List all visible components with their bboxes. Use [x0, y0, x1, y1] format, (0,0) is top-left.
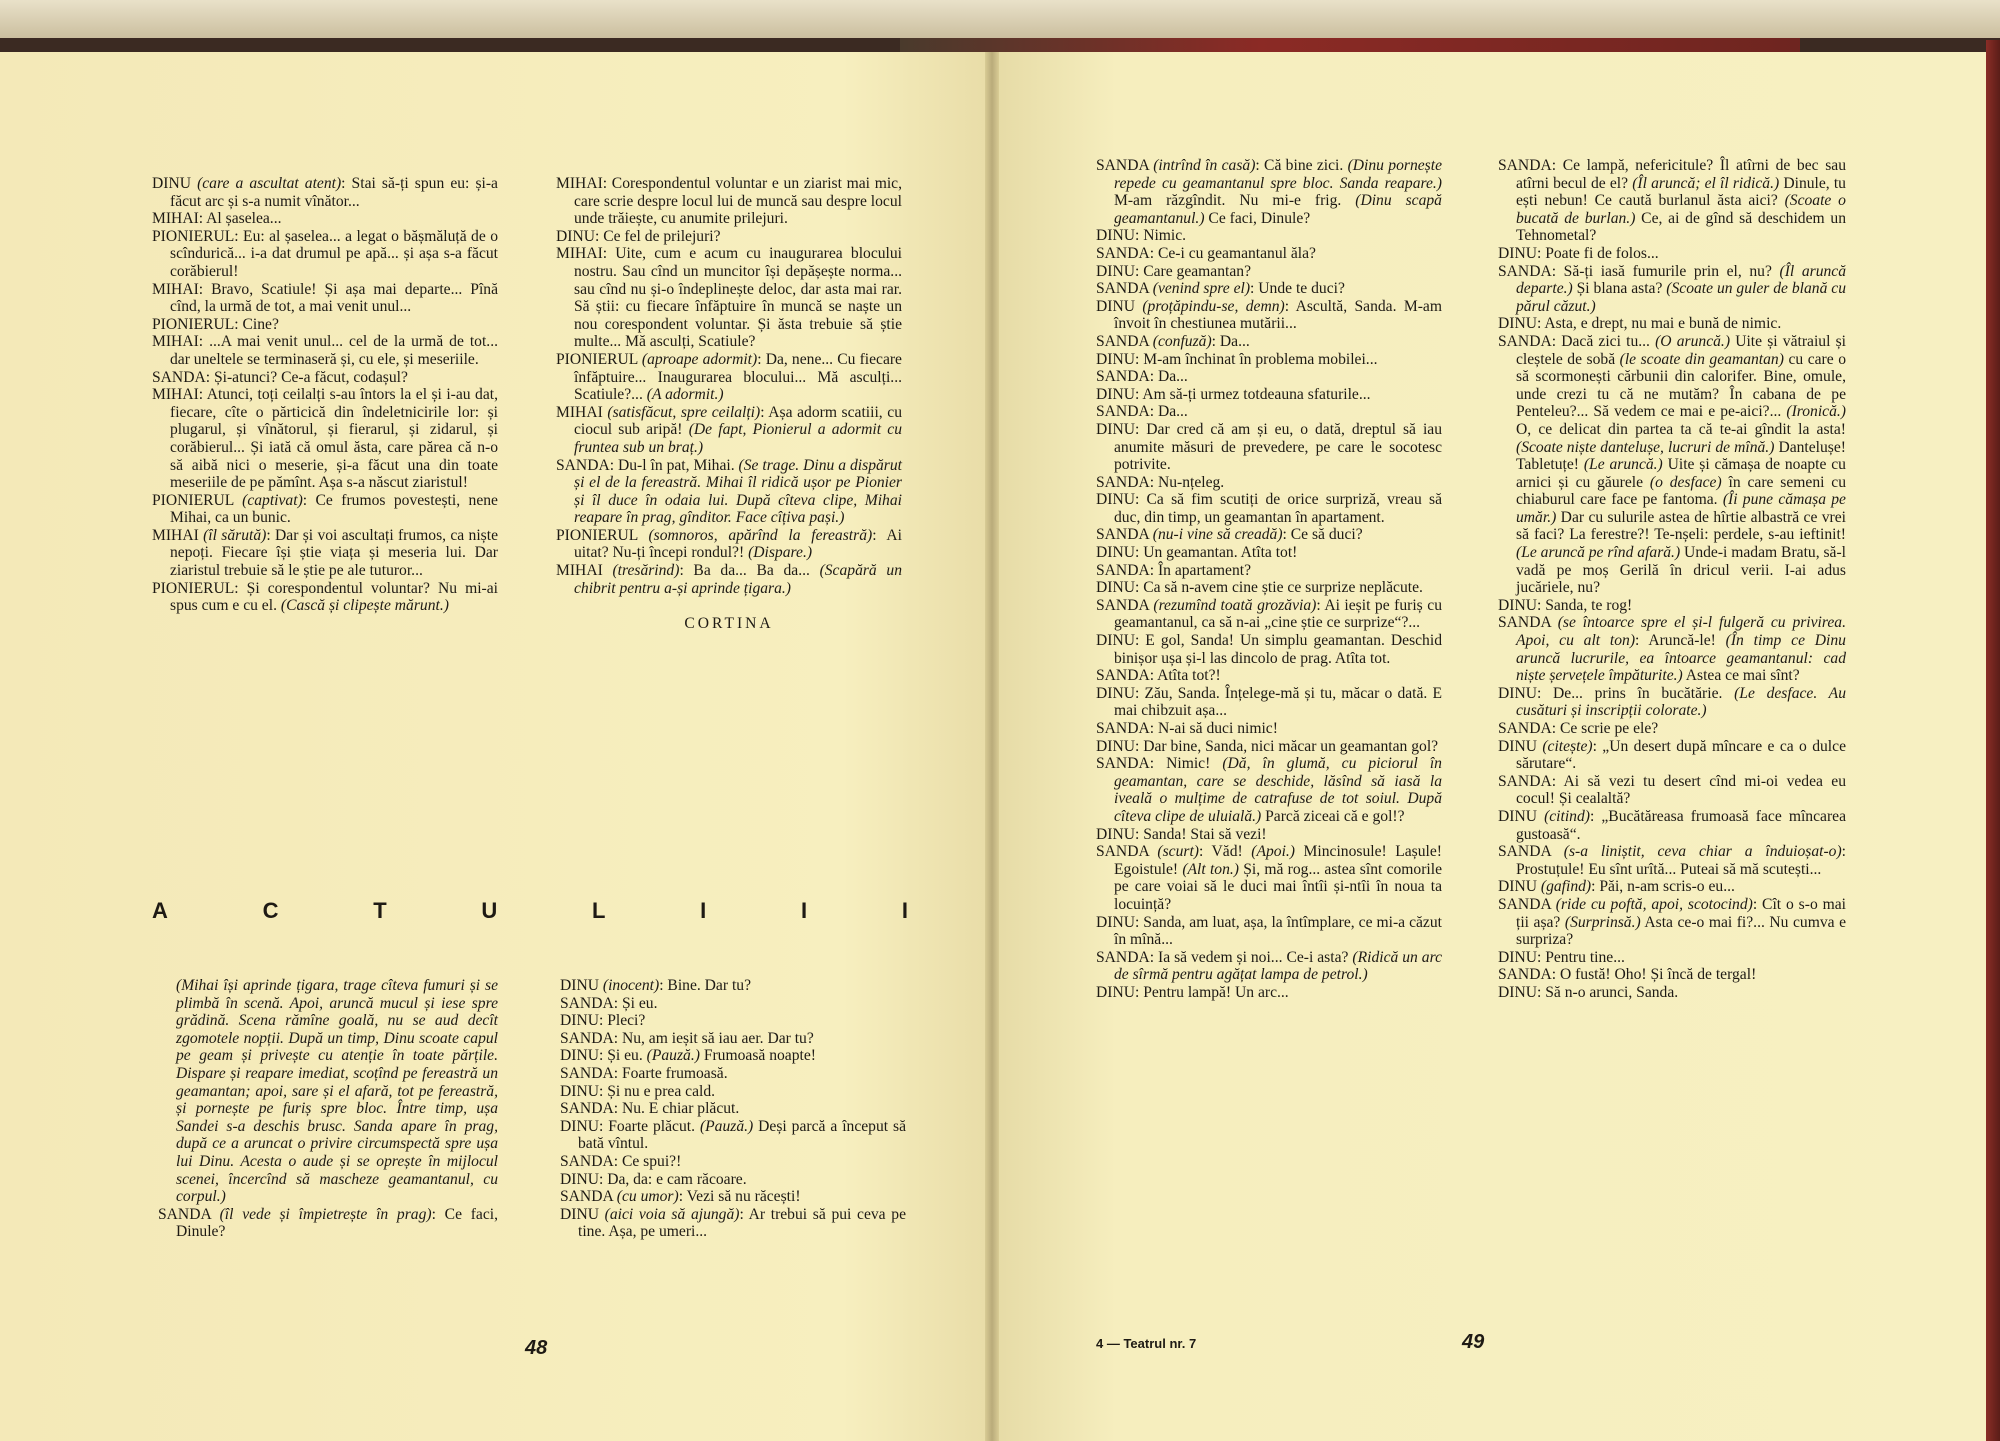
dialogue-line: SANDA: Nu, am ieșit să iau aer. Dar tu?: [560, 1029, 814, 1047]
dialogue-line: DINU: Pentru lampă! Un arc...: [1096, 983, 1289, 1001]
dialogue-line: SANDA: Ce-i cu geamantanul ăla?: [1096, 244, 1316, 262]
dialogue-line: DINU: Asta, e drept, nu mai e bună de nimic.: [1498, 315, 1782, 333]
dialogue-line: DINU: Și eu. (Pauză.) Frumoasă noapte!: [560, 1047, 816, 1065]
dialogue-line: SANDA (confuză): Da...: [1096, 332, 1250, 350]
dialogue-line: DINU (care a ascultat atent): Stai să-ți spun eu: și-a făcut arc și s-a numit vînător...: [152, 175, 498, 210]
dialogue-line: MIHAI: Bravo, Scatiule! Și așa mai departe... Pînă cînd, la urmă de tot, a mai venit unul...: [152, 280, 498, 316]
dialogue-line: PIONIERUL: Cine?: [152, 315, 279, 333]
dialogue-line: SANDA (rezumînd toată grozăvia): Ai ieșit pe furiș cu geamantanul, ca să n-ai „cine știe ce surprize“?...: [1096, 596, 1442, 632]
dialogue-line: SANDA: Atîta tot?!: [1096, 667, 1221, 685]
dialogue-line: MIHAI (îl sărută): Dar și voi ascultați frumos, ca niște nepoți. Fiecare își știe viața și meseria lui. Dar ziaristul trebuie să le știe pe ale tuturor...: [152, 526, 499, 580]
dialogue-line: SANDA: Ce scrie pe ele?: [1498, 720, 1659, 737]
dialogue-line: DINU: Am să-ți urmez totdeauna sfaturile...: [1096, 385, 1371, 403]
dialogue-line: DINU: Pleci?: [560, 1012, 646, 1030]
dialogue-line: DINU: E gol, Sanda! Un simplu geamantan. Deschid binișor ușa și-l las dincolo de prag. Atîta tot.: [1096, 632, 1442, 667]
dialogue-line: DINU: Să n-o arunci, Sanda.: [1498, 983, 1679, 1001]
dialogue-line: DINU: Da, da: e cam răcoare.: [560, 1170, 747, 1188]
dialogue-line: MIHAI (tresărind): Ba da... Ba da... (Scapără un chibrit pentru a-și aprinde țigara.): [556, 562, 902, 597]
dialogue-line: DINU: Dar bine, Sanda, nici măcar un geamantan gol?: [1096, 737, 1439, 755]
dialogue-line: SANDA: Ia să vedem și noi... Ce-i asta? (Ridică un arc de sîrmă pentru agățat lampa de petrol.): [1096, 948, 1442, 984]
dialogue-line: MIHAI: Atunci, toți ceilalți s-au întors la el și i-au dat, fiecare, cîte o părticică din îndeletnicirile lor: și plugarul, și vînătorul, și fierarul, și zidarul, și corăbierul... Și iată că omul ăsta, care părea că n-o să aibă nici o meserie, și-a făcut una din toate meseriile de pe pămînt. Așa s-a născut ziaristul!: [152, 386, 498, 492]
dialogue-line: SANDA (îl vede și împietrește în prag): Ce faci, Dinule?: [158, 1205, 498, 1241]
dialogue-line: MIHAI (satisfăcut, spre ceilalți): Așa adorm scatiii, cu ciocul sub aripă! (De fapt, Pionierul a adormit cu fruntea sub un braț.): [556, 403, 902, 456]
dialogue-line: PIONIERUL (aproape adormit): Da, nene... Cu fiecare înfăptuire... Inaugurarea blocului... Mă asculți... Scatiule?... (A adormit.): [556, 350, 902, 404]
dialogue-line: SANDA: Nimic! (Dă, în glumă, cu piciorul în geamantan, care se deschide, lăsînd să iasă la iveală o mulțime de catrafuse de tot soiul. După cîteva clipe de uluială.) Parcă ziceai că e gol!?: [1096, 755, 1442, 825]
dialogue-line: DINU (citind): „Bucătăreasa frumoasă face mîncarea gustoasă“.: [1498, 807, 1846, 843]
dialogue-line: PIONIERUL: Eu: al șaselea... a legat o bășmăluță de o scîndurică... i-a dat drumul pe apă... și așa s-a făcut corăbierul!: [152, 227, 498, 280]
dialogue-line: SANDA (se întoarce spre el și-l fulgeră cu privirea. Apoi, cu alt ton): Aruncă-le! (În timp ce Dinu aruncă lucrurile, ea întoarce geamantanul: cad niște șervețele împăturite.) Astea ce mai sînt?: [1498, 614, 1846, 685]
dialogue-line: DINU: Sanda! Stai să vezi!: [1096, 825, 1267, 843]
dialogue-line: DINU: Ca să fim scutiți de orice surpriză, vreau să duc, din timp, un geamantan în apartament.: [1096, 491, 1442, 526]
dialogue-line: SANDA: Da...: [1096, 368, 1188, 386]
dialogue-line: DINU: Foarte plăcut. (Pauză.) Deși parcă a început să bată vîntul.: [560, 1117, 907, 1153]
dialogue-line: SANDA: Ce lampă, nefericitule? Îl atîrni de bec sau atîrni becul de el? (Îl aruncă; el îl ridică.) Dinule, tu ești nebun! Ce caută burlanul ăsta aici? (Scoate o bucată de burlan.) Ce, ai de gînd să deschidem un Tehnometal?: [1498, 157, 1846, 245]
left-column-2-bottom: [560, 977, 906, 1241]
page-footer: 4 — Teatrul nr. 7: [1096, 1336, 1197, 1351]
dialogue-line: SANDA: Foarte frumoasă.: [560, 1064, 728, 1082]
dialogue-line: SANDA (scurt): Văd! (Apoi.) Mincinosule! Lașule! Egoistule! (Alt ton.) Și, mă rog... astea sînt comorile pe care voiai să le duci mai întîi și-ntîi în noua ta locuință?: [1096, 843, 1442, 913]
left-column-1-top: [152, 175, 498, 615]
left-column-2-top: [556, 175, 902, 633]
act-title: [152, 898, 908, 924]
dialogue-line: DINU: Pentru tine...: [1498, 948, 1625, 966]
book-gutter: [985, 52, 999, 1441]
dialogue-line: DINU: De... prins în bucătărie. (Le desface. Au cusături și inscripții colorate.): [1498, 684, 1846, 720]
dialogue-line: DINU: Și nu e prea cald.: [560, 1082, 716, 1100]
dialogue-line: DINU: M-am închinat în problema mobilei...: [1096, 350, 1378, 368]
dialogue-line: DINU (citește): „Un desert după mîncare e ca o dulce sărutare“.: [1498, 737, 1846, 773]
dialogue-line: PIONIERUL (captivat): Ce frumos povestești, nene Mihai, ca un bunic.: [152, 491, 498, 527]
dialogue-line: PIONIERUL (somnoros, apărînd la fereastră): Ai uitat? Nu-ți începi rondul?! (Dispare.): [556, 526, 902, 562]
dialogue-line: SANDA: Și-atunci? Ce-a făcut, codașul?: [152, 368, 408, 386]
dialogue-line: MIHAI: Corespondentul voluntar e un ziarist mai mic, care scrie despre locul lui de muncă sau despre locul unde trăiește, cu anumite prilejuri.: [556, 175, 902, 228]
right-column-2: [1498, 157, 1846, 1002]
act-title-letter: U: [481, 898, 498, 923]
dialogue-line: DINU: Ce fel de prilejuri?: [556, 227, 721, 245]
binding-strip: [900, 38, 1800, 52]
act-title-letter: T: [373, 898, 387, 923]
dialogue-line: DINU (aici voia să ajungă): Ar trebui să pui ceva pe tine. Așa, pe umeri...: [560, 1205, 906, 1241]
dialogue-line: SANDA (cu umor): Vezi să nu răcești!: [560, 1188, 801, 1206]
dialogue-line: SANDA: O fustă! Oho! Și încă de tergal!: [1498, 966, 1757, 984]
dialogue-line: SANDA: Ce spui?!: [560, 1152, 682, 1170]
dialogue-line: SANDA (venind spre el): Unde te duci?: [1096, 280, 1345, 298]
cover-right-edge: [1986, 40, 2000, 1441]
dialogue-line: SANDA: Nu. E chiar plăcut.: [560, 1100, 740, 1118]
curtain-line: CORTINA: [684, 615, 774, 633]
act-title-letter: C: [262, 898, 279, 923]
dialogue-line: SANDA (intrînd în casă): Că bine zici. (Dinu pornește repede cu geamantanul spre bloc. Sanda reapare.) M-am răzgîndit. Nu mi-e frig. (Dinu scapă geamantanul.) Ce faci, Dinule?: [1096, 157, 1442, 227]
dialogue-line: SANDA: În apartament?: [1096, 561, 1252, 579]
dialogue-line: SANDA: Du-l în pat, Mihai. (Se trage. Dinu a dispărut și el de la fereastră. Mihai îl ridică ușor pe Pionier și îl duce în odaia lui. După cîteva clipe, Mihai reapare în prag, gînditor. Face cîțiva pași.): [556, 456, 902, 527]
right-column-1: [1096, 157, 1442, 1002]
page-number-left: 48: [525, 1337, 548, 1359]
dialogue-line: MIHAI: ...A mai venit unul... cel de la urmă de tot... dar uneltele se terminaseră și, cu ele, și meseriile.: [152, 333, 498, 368]
act-title-letter: I: [801, 898, 808, 923]
cover-edge: [0, 0, 2000, 38]
dialogue-line: DINU: Dar cred că am și eu, o dată, dreptul să iau anumite măsuri de prevedere, pe care le socotesc potrivite.: [1096, 420, 1442, 474]
dialogue-line: DINU: Ca să n-avem cine știe ce surprize neplăcute.: [1096, 579, 1423, 597]
dialogue-line: SANDA: Să-ți iasă fumurile prin el, nu? (Îl aruncă departe.) Și blana asta? (Scoate un guler de blană cu părul căzut.): [1498, 262, 1847, 315]
dialogue-line: SANDA: Și eu.: [560, 994, 658, 1012]
dialogue-line: PIONIERUL: Și corespondentul voluntar? Nu mi-ai spus cum e cu el. (Cască și clipește mărunt.): [152, 579, 498, 615]
dialogue-line: SANDA: Dacă zici tu... (O aruncă.) Uite și vătraiul și cleștele de sobă (le scoate din geamantan) cu care o să scormonești cărbunii din calorifer. Bine, omule, unde crezi tu că ne mutăm? În cabana de pe Penteleu?... Să vedem ce mai e pe-aici?... (Ironică.) O, ce delicat din partea ta că te-ai gîndit la asta! (Scoate niște dantelușe, lucruri de mînă.) Dantelușe! Tabletuțe! (Le aruncă.) Uite și cămașa de noapte cu arnici și cu găurele (o desface) în care semeni cu chiaburul care face pe fantoma. (Îi pune cămașa pe umăr.) Dar cu sulurile astea de hîrtie albastră ce vrei să faci? La ferestre?! Te-nșeli: perdele, s-au ieftinit! (Le aruncă pe rînd afară.) Unde-i madam Bratu, să-l vadă pe moș Gerilă în dricul verii. I-ai adus jucăriele, nu?: [1498, 332, 1847, 597]
stage-direction: (Mihai își aprinde țigara, trage cîteva fumuri și se plimbă în scenă. Apoi, aruncă mucul și iese spre grădină. Scena rămîne goală, nu se aud decît zgomotele nopții. După un timp, Dinu scoate capul pe geam și privește cu atenție în toate părțile. Dispare și reapare imediat, scoțînd pe fereastră un geamantan; apoi, sare și el afară, tot pe fereastră, și pornește pe furiș spre bloc. Între timp, ușa Sandei s-a deschis brusc. Sanda apare în prag, după ce a aruncat o privire circumspectă spre ușa lui Dinu. Acesta o aude și se oprește în mijlocul scenei, încercînd să mascheze geamantanul, cu corpul.): [176, 977, 498, 1206]
left-column-1-bottom: [158, 977, 498, 1241]
act-title-letter: I: [700, 898, 707, 923]
dialogue-line: DINU: Un geamantan. Atîta tot!: [1096, 544, 1298, 562]
dialogue-line: DINU: Poate fi de folos...: [1498, 244, 1659, 262]
dialogue-line: DINU (gafind): Păi, n-am scris-o eu...: [1498, 878, 1735, 896]
dialogue-line: DINU (inocent): Bine. Dar tu?: [560, 977, 751, 994]
dialogue-line: DINU (proțăpindu-se, demn): Ascultă, Sanda. M-am învoit în chestiunea mutării...: [1096, 297, 1442, 333]
dialogue-line: SANDA (ride cu poftă, apoi, scotocind): Cît o s-o mai ții așa? (Surprinsă.) Asta ce-o mai fi?... Nu cumva e surpriza?: [1498, 895, 1847, 949]
act-title-letter: A: [152, 898, 168, 923]
dialogue-line: MIHAI: Uite, cum e acum cu inaugurarea blocului nostru. Sau cînd un muncitor își depășește norma... sau cînd nu și-o îndeplinește deloc, dar asta mai rar. Să știi: cu fiecare înfăptuire în muncă se naște un nou corespondent voluntar. Și ăsta trebuie să știe multe... Mă asculți, Scatiule?: [556, 245, 902, 351]
dialogue-line: DINU: Sanda, am luat, așa, la întîmplare, ce mi-a căzut în mînă...: [1096, 913, 1442, 949]
dialogue-line: SANDA (s-a liniștit, ceva chiar a înduioșat-o): Prostuțule! Eu sînt urîtă... Puteai să mă scutești...: [1498, 843, 1846, 878]
dialogue-line: DINU: Zău, Sanda. Înțelege-mă și tu, măcar o dată. E mai chibzuit așa...: [1096, 684, 1442, 720]
dialogue-line: MIHAI: Al șaselea...: [152, 210, 282, 228]
dialogue-line: SANDA: N-ai să duci nimic!: [1096, 720, 1278, 737]
dialogue-line: DINU: Sanda, te rog!: [1498, 596, 1633, 614]
dialogue-line: SANDA: Nu-nțeleg.: [1096, 473, 1225, 491]
dialogue-line: DINU: Care geamantan?: [1096, 262, 1252, 280]
dialogue-line: SANDA: Ai să vezi tu desert cînd mi-oi vedea eu cocul! Și cealaltă?: [1498, 772, 1846, 808]
page-number-right: 49: [1462, 1331, 1485, 1353]
dialogue-line: SANDA (nu-i vine să creadă): Ce să duci?: [1096, 526, 1363, 544]
dialogue-line: DINU: Nimic.: [1096, 227, 1187, 245]
dialogue-line: SANDA: Da...: [1096, 403, 1188, 421]
act-title-letter: L: [592, 898, 606, 923]
act-title-letter: I: [901, 898, 908, 923]
